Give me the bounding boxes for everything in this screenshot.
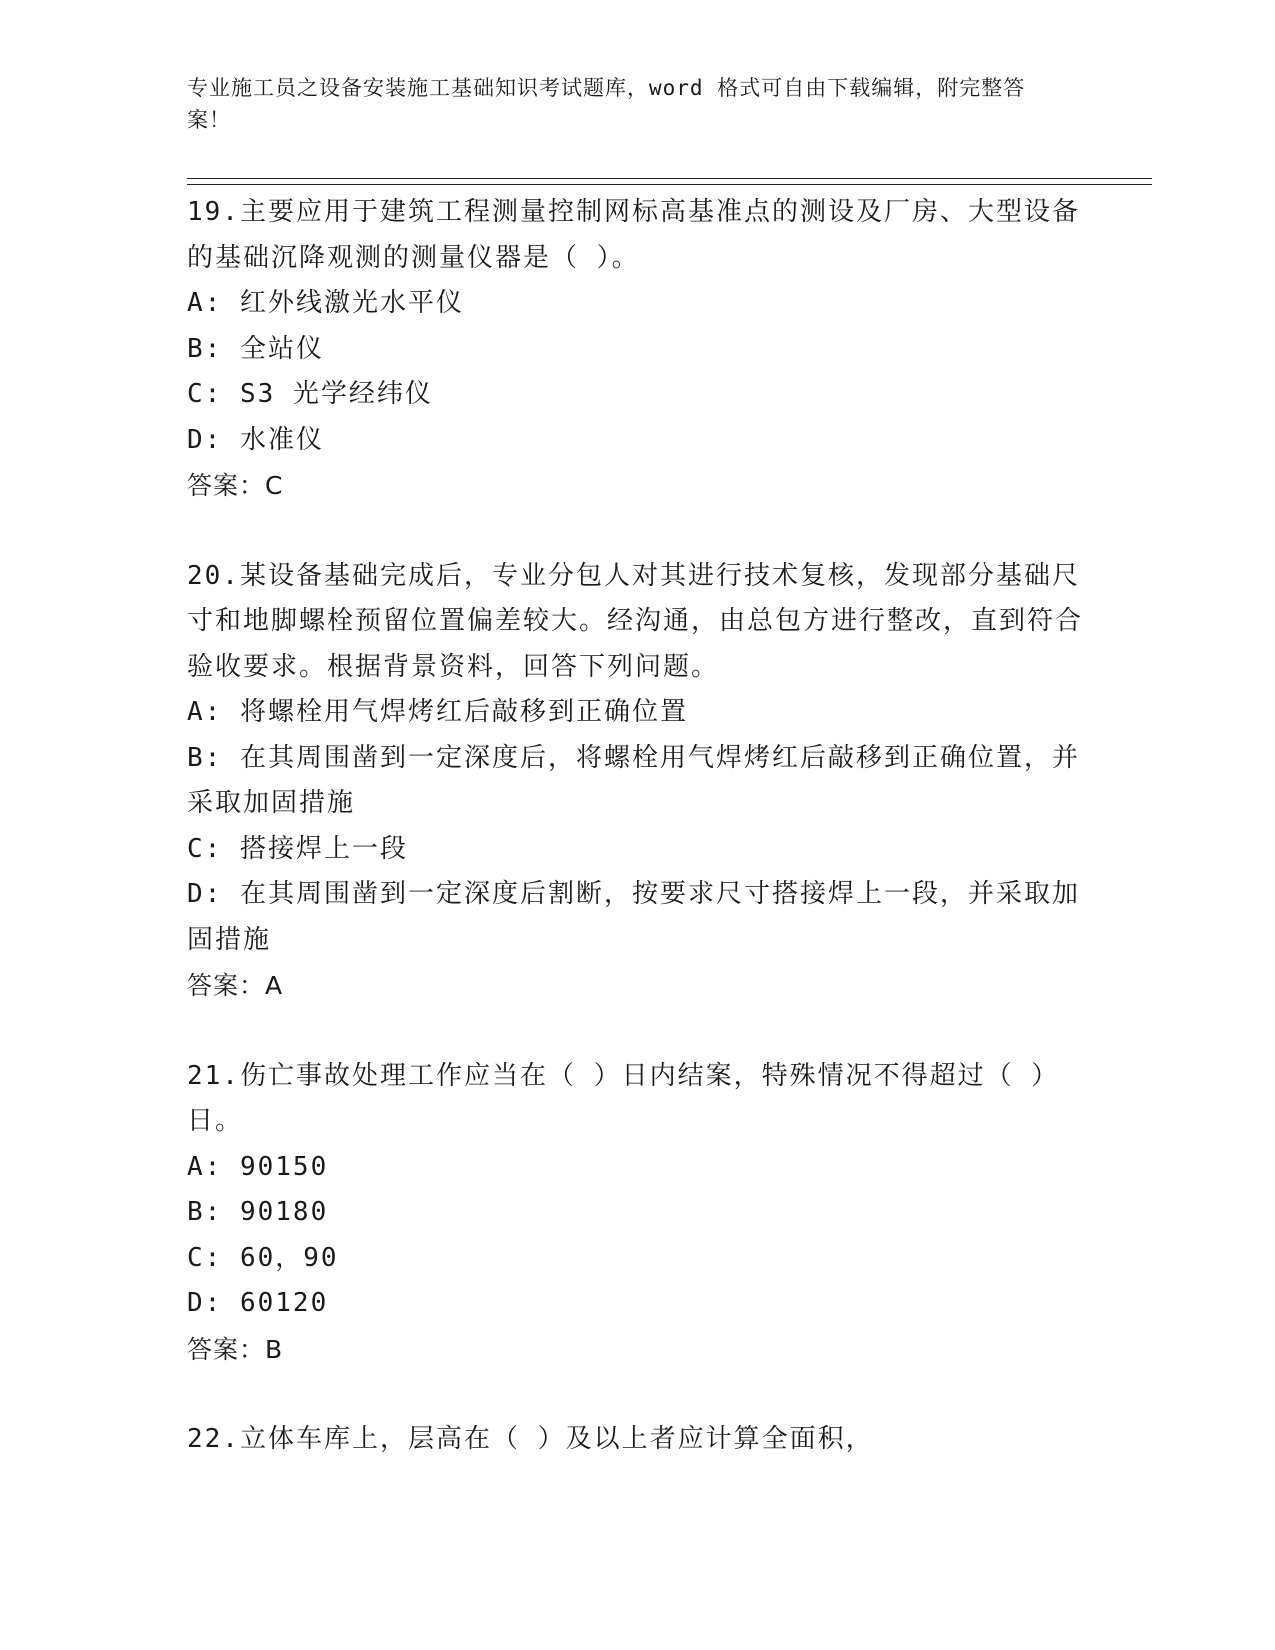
document-header: 专业施工员之设备安装施工基础知识考试题库，word 格式可自由下载编辑，附完整答案！ — [187, 76, 1026, 132]
option-c: C: S3 光学经纬仪 — [187, 379, 433, 409]
option-b: B: 在其周围凿到一定深度后，将螺栓用气焊烤红后敲移到正确位置，并采取加固措施 — [187, 742, 1080, 818]
answer-line: 答案：B — [187, 1334, 284, 1364]
question-stem: 19.主要应用于建筑工程测量控制网标高基准点的测设及厂房、大型设备的基础沉降观测的测量仪器是（ ）。 — [187, 197, 1080, 273]
question-20 — [187, 554, 1087, 1009]
header-divider-bottom — [187, 184, 1152, 185]
option-c: C: 搭接焊上一段 — [187, 833, 408, 864]
question-stem: 22.立体车库上，层高在（ ）及以上者应计算全面积， — [187, 1424, 874, 1454]
option-a: A: 红外线激光水平仪 — [187, 288, 464, 318]
option-d: D: 在其周围凿到一定深度后割断，按要求尺寸搭接焊上一段，并采取加固措施 — [187, 879, 1080, 955]
question-stem: 21.伤亡事故处理工作应当在（ ）日内结案，特殊情况不得超过（ ）日。 — [187, 1060, 1060, 1136]
option-a: A: 将螺栓用气焊烤红后敲移到正确位置 — [187, 697, 688, 727]
header-divider-top — [187, 178, 1152, 179]
option-a: A: 90150 — [187, 1151, 329, 1182]
question-22 — [187, 1417, 1087, 1463]
option-d: D: 60120 — [187, 1288, 329, 1318]
answer-line: 答案：C — [187, 471, 284, 500]
option-d: D: 水准仪 — [187, 424, 324, 455]
question-21 — [187, 1054, 1087, 1373]
answer-line: 答案：A — [187, 971, 284, 1000]
question-list — [187, 190, 1087, 1508]
question-stem: 20.某设备基础完成后，专业分包人对其进行技术复核，发现部分基础尺寸和地脚螺栓预留位置偏差较大。经沟通，由总包方进行整改，直到符合验收要求。根据背景资料，回答下列问题。 — [187, 560, 1084, 682]
option-b: B: 90180 — [187, 1197, 329, 1227]
option-b: B: 全站仪 — [187, 333, 324, 364]
question-19 — [187, 190, 1087, 509]
option-c: C: 60，90 — [187, 1242, 339, 1273]
